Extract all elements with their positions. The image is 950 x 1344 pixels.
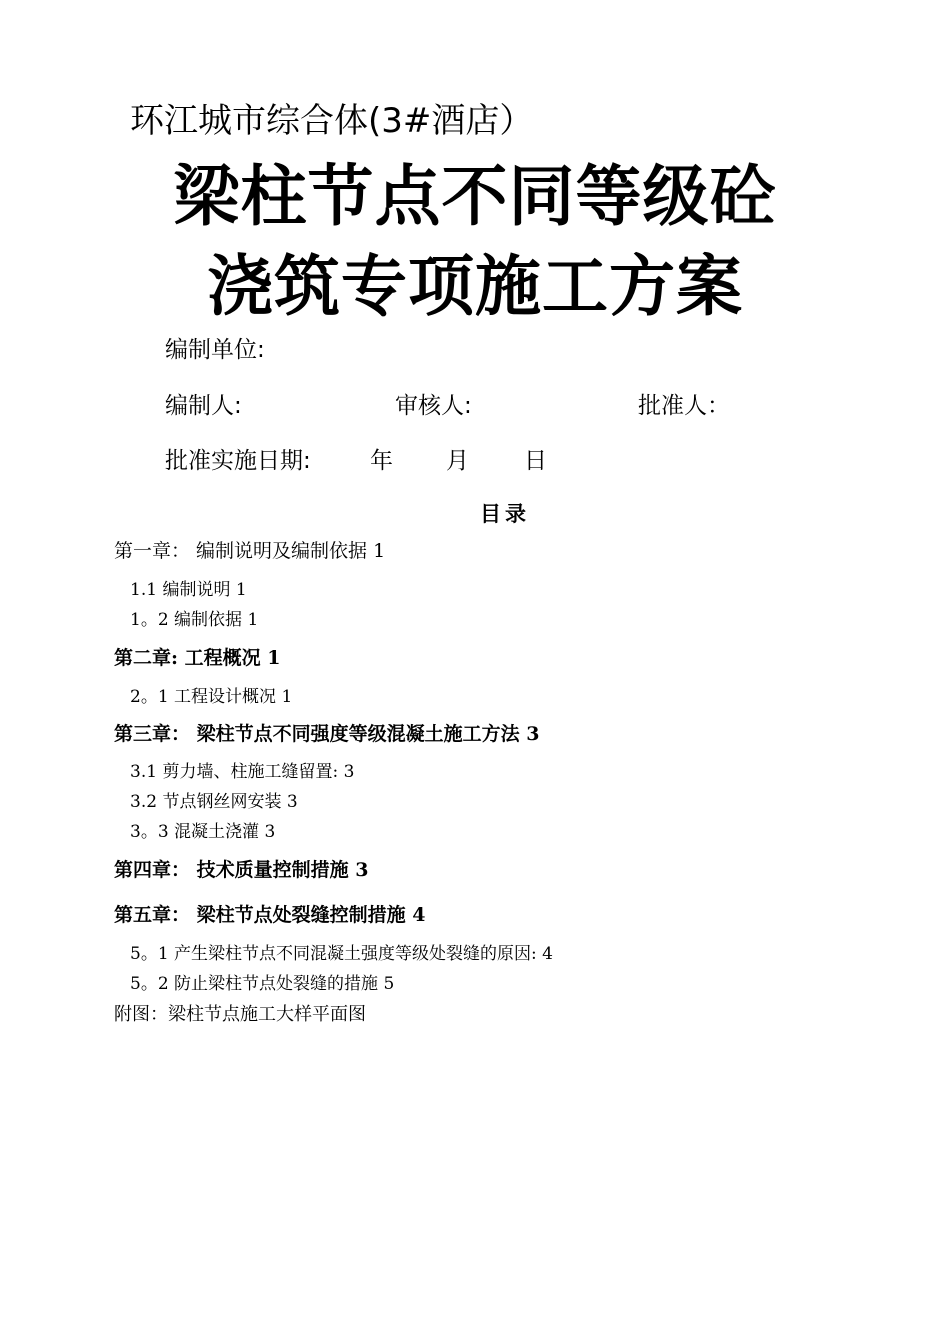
toc-chapter-1[interactable]: 第一章： 编制说明及编制依据 1: [114, 540, 386, 562]
document-title-line-2: 浇筑专项施工方案: [207, 248, 743, 325]
year-label: 年: [370, 448, 393, 474]
compile-unit-label: 编制单位:: [165, 337, 265, 363]
toc-section-3-1[interactable]: 3.1 剪力墙、柱施工缝留置: 3: [130, 762, 355, 782]
compiler-label: 编制人:: [165, 393, 242, 419]
document-title-line-1: 梁柱节点不同等级砼: [173, 158, 777, 235]
toc-section-3-3[interactable]: 3。3 混凝土浇灌 3: [130, 822, 276, 842]
toc-section-2-1[interactable]: 2。1 工程设计概况 1: [130, 687, 293, 707]
month-label: 月: [446, 448, 469, 474]
toc-section-5-2[interactable]: 5。2 防止梁柱节点处裂缝的措施 5: [130, 974, 395, 994]
toc-chapter-4[interactable]: 第四章： 技术质量控制措施 3: [114, 859, 369, 881]
reviewer-label: 审核人:: [395, 393, 472, 419]
toc-chapter-2[interactable]: 第二章: 工程概况 1: [114, 647, 281, 669]
toc-section-5-1[interactable]: 5。1 产生梁柱节点不同混凝土强度等级处裂缝的原因: 4: [130, 944, 553, 964]
toc-section-1-1[interactable]: 1.1 编制说明 1: [130, 580, 247, 600]
toc-heading: 目录: [480, 501, 530, 526]
toc-chapter-5[interactable]: 第五章： 梁柱节点处裂缝控制措施 4: [114, 904, 426, 926]
toc-section-1-2[interactable]: 1。2 编制依据 1: [130, 610, 259, 630]
approver-label: 批准人：: [638, 393, 730, 419]
toc-appendix[interactable]: 附图：梁柱节点施工大样平面图: [114, 1004, 366, 1025]
toc-section-3-2[interactable]: 3.2 节点钢丝网安装 3: [130, 792, 298, 812]
project-name: 环江城市综合体(3#酒店）: [130, 101, 534, 141]
day-label: 日: [524, 448, 547, 474]
toc-chapter-3[interactable]: 第三章： 梁柱节点不同强度等级混凝土施工方法 3: [114, 723, 540, 745]
approval-date-label: 批准实施日期:: [165, 448, 311, 474]
